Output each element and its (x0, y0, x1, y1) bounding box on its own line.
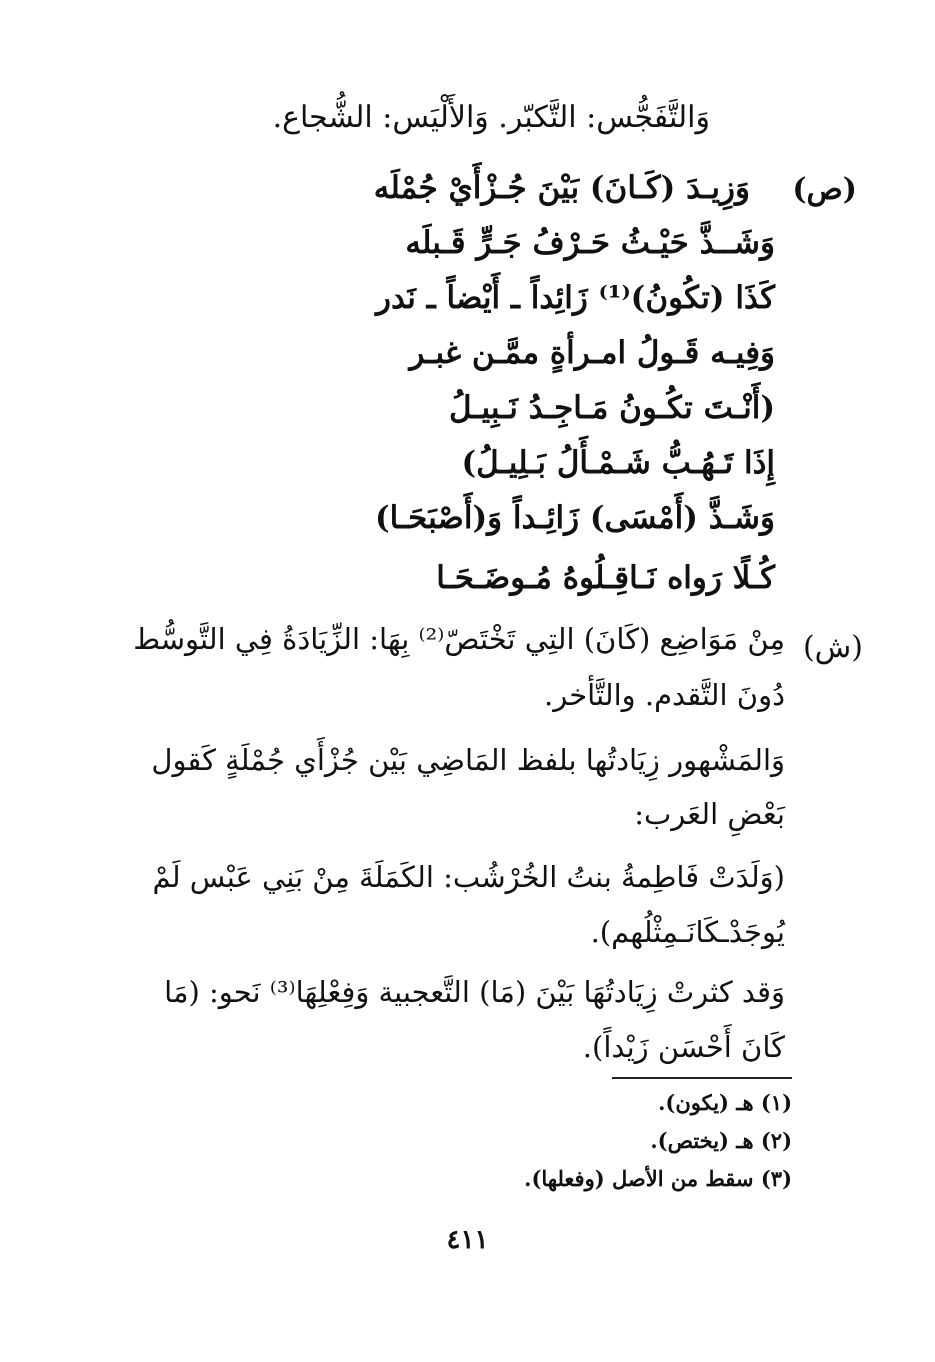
page-number: ٤١١ (446, 1225, 489, 1255)
commentary-line: بَعْضِ العَرب: (634, 797, 785, 831)
verse-line: كُـلًا رَواه نَـاقِـلُوهُ مُـوضَـحَـا (436, 560, 775, 596)
footnote: (١) هـ (يكون). (658, 1090, 792, 1115)
commentary-line: مِنْ مَوَاضِع (كَانَ) التِي تَخْتَصّ⁽²⁾ بِهَا: الزِّيَادَةُ فِي التَّوسُّط (133, 622, 785, 656)
verse-line: وَفِيـه قَـولُ امـرأةٍ ممَّـن غبـر (409, 335, 775, 371)
commentary-line: كَانَ أَحْسَن زَيْداً). (582, 1030, 785, 1064)
commentary-line: (وَلَدَتْ فَاطِمةُ بنتُ الخُرْشُب: الكَمَلَةَ مِنْ بَنِي عَبْس لَمْ (152, 860, 785, 894)
commentary-line: دُونَ التَّقدم. والتَّأخر. (544, 678, 785, 712)
footnote: (٣) سقط من الأصل (وفعلها). (524, 1166, 792, 1191)
verse-line: كَذَا (تكُونُ)⁽¹⁾ زَائِداً ـ أَيْضاً ـ نَدر (375, 280, 775, 316)
section-marker-sad: (ص) (792, 172, 857, 207)
verse-line: وَزِيـدَ (كَـانَ) بَيْنَ جُـزْأَيْ جُمْلَه (373, 170, 750, 206)
definition-line: وَالتَّفَجُّس: التَّكبّر. وَالأَلْيَس: الشُّجاع. (272, 100, 710, 135)
footnote-separator (612, 1077, 792, 1079)
verse-line: (أَنْـتَ تكُـونُ مَـاجِـدُ نَـبِيـلُ (448, 390, 775, 426)
commentary-line: يُوجَدْـكَانَـمِثْلُهم). (590, 915, 785, 949)
section-marker-shin: (ش) (802, 630, 863, 665)
verse-line: إِذَا تَـهُـبُّ شَـمْـأَلُ بَـلِيـلُ) (461, 445, 775, 481)
verse-line: وَشَـذَّ (أَمْسَى) زَائِـداً وَ(أَصْبَحَـا) (374, 500, 775, 536)
commentary-line: وَقد كثرتْ زِيَادتُهَا بَيْنَ (مَا) التَّعجبية وَفِعْلِهَا⁽³⁾ نَحو: (مَا (164, 975, 785, 1009)
verse-line: وَشَــذَّ حَيْـثُ حَـرْفُ جَـرٍّ قَـبلَه (405, 225, 775, 261)
commentary-line: وَالمَشْهور زِيَادتُها بلفظ المَاضِي بَيْن جُزْأَي جُمْلَةٍ كَقول (151, 743, 785, 777)
footnote: (٢) هـ (يختص). (650, 1128, 792, 1153)
